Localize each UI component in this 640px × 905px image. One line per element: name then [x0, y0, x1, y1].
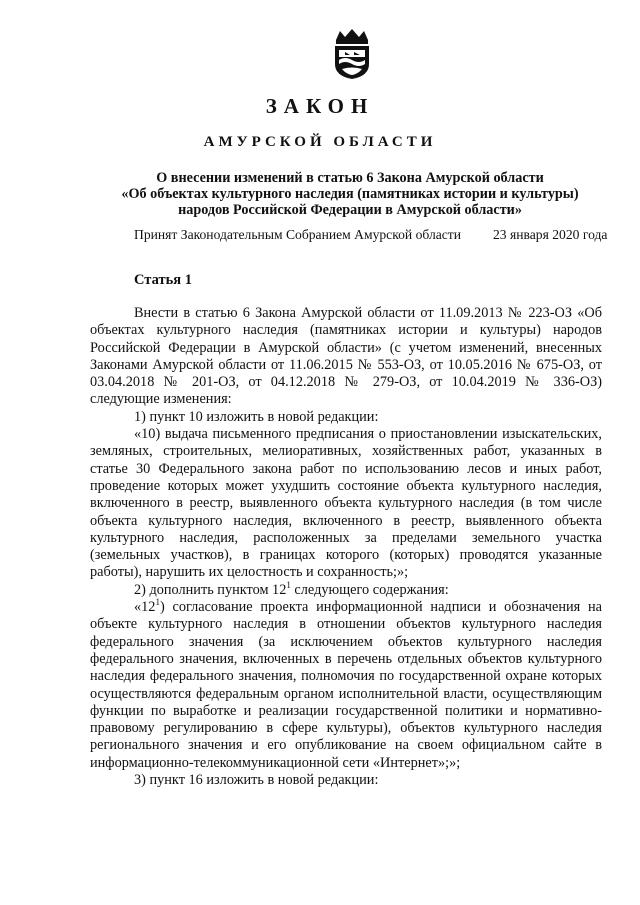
document-subtitle: АМУРСКОЙ ОБЛАСТИ: [203, 134, 437, 150]
article-body: [90, 305, 602, 789]
article-title: Статья 1: [134, 272, 192, 288]
superscript: 1: [286, 579, 291, 590]
heading-line: «Об объектах культурного наследия (памятниках истории и культуры): [121, 186, 579, 202]
paragraph-text: ) согласование проекта информационной надписи и обозначения на объекте культурного наследия в отношении объектов культурного наследия федерального значения (за исключением объектов культурного наследия федерального значения, включенных в перечень отдельных объектов культурного наследия федерального значения, полномочия по государственной охране которых осуществляются федеральным органом исполнительной власти, осуществляющим функции по выработке и реализации государственной политики и нормативно-правовому регулированию в сфере культуры), объектов культурного наследия регионального значения и его опубликование на своем официальном сайте в информационно-телекоммуникационной сети «Интернет»;»;: [90, 599, 602, 771]
amur-region-coat-of-arms-icon: [330, 28, 374, 80]
heading-line: народов Российской Федерации в Амурской области»: [178, 202, 522, 218]
adopted-by: Принят Законодательным Собранием Амурской области: [134, 227, 462, 242]
list-item-text: 2) дополнить пунктом 12: [134, 581, 287, 598]
list-item: 3) пункт 16 изложить в новой редакции:: [134, 772, 379, 789]
law-heading: [90, 170, 610, 218]
paragraph-intro: Внести в статью 6 Закона Амурской области от 11.09.2013 № 223-ОЗ «Об объектах культурного наследия (памятниках истории и культуры) народов Российской Федерации в Амурской области» (с учетом изменений, внесенных Законами Амурской области от 11.06.2015 № 553-ОЗ, от 10.05.2016 № 675-ОЗ, от 03.04.2018 № 201-ОЗ, от 04.12.2018 № 279-ОЗ, от 10.04.2019 № 336-ОЗ) следующие изменения:: [90, 305, 602, 408]
list-item-text: следующего содержания:: [290, 581, 449, 598]
adopted-date: 23 января 2020 года: [493, 227, 608, 242]
list-item: [90, 579, 602, 599]
quoted-paragraph: «10) выдача письменного предписания о приостановлении изыскательских, земляных, строительных, мелиоративных, хозяйственных работ, указанных в статье 30 Федерального закона работ по использованию лесов и иных работ, проведение которых может ухудшить состояние объекта культурного наследия, включенного в реестр, выявленного объекта культурного наследия (в том числе объекта культурного наследия, включенного в реестр, выявленного объекта культурного наследия, расположенных за пределами земельного участка (земельных участков), в границах которого (которых) проводятся указанные работы), нарушить их целостность и сохранность;»;: [90, 426, 602, 581]
list-item: 1) пункт 10 изложить в новой редакции:: [134, 408, 379, 425]
quoted-paragraph: [90, 599, 602, 772]
heading-line: О внесении изменений в статью 6 Закона Амурской области: [156, 170, 544, 186]
superscript: 1: [155, 597, 160, 608]
document-title: ЗАКОН: [265, 94, 375, 118]
paragraph-text: «12: [134, 599, 156, 616]
